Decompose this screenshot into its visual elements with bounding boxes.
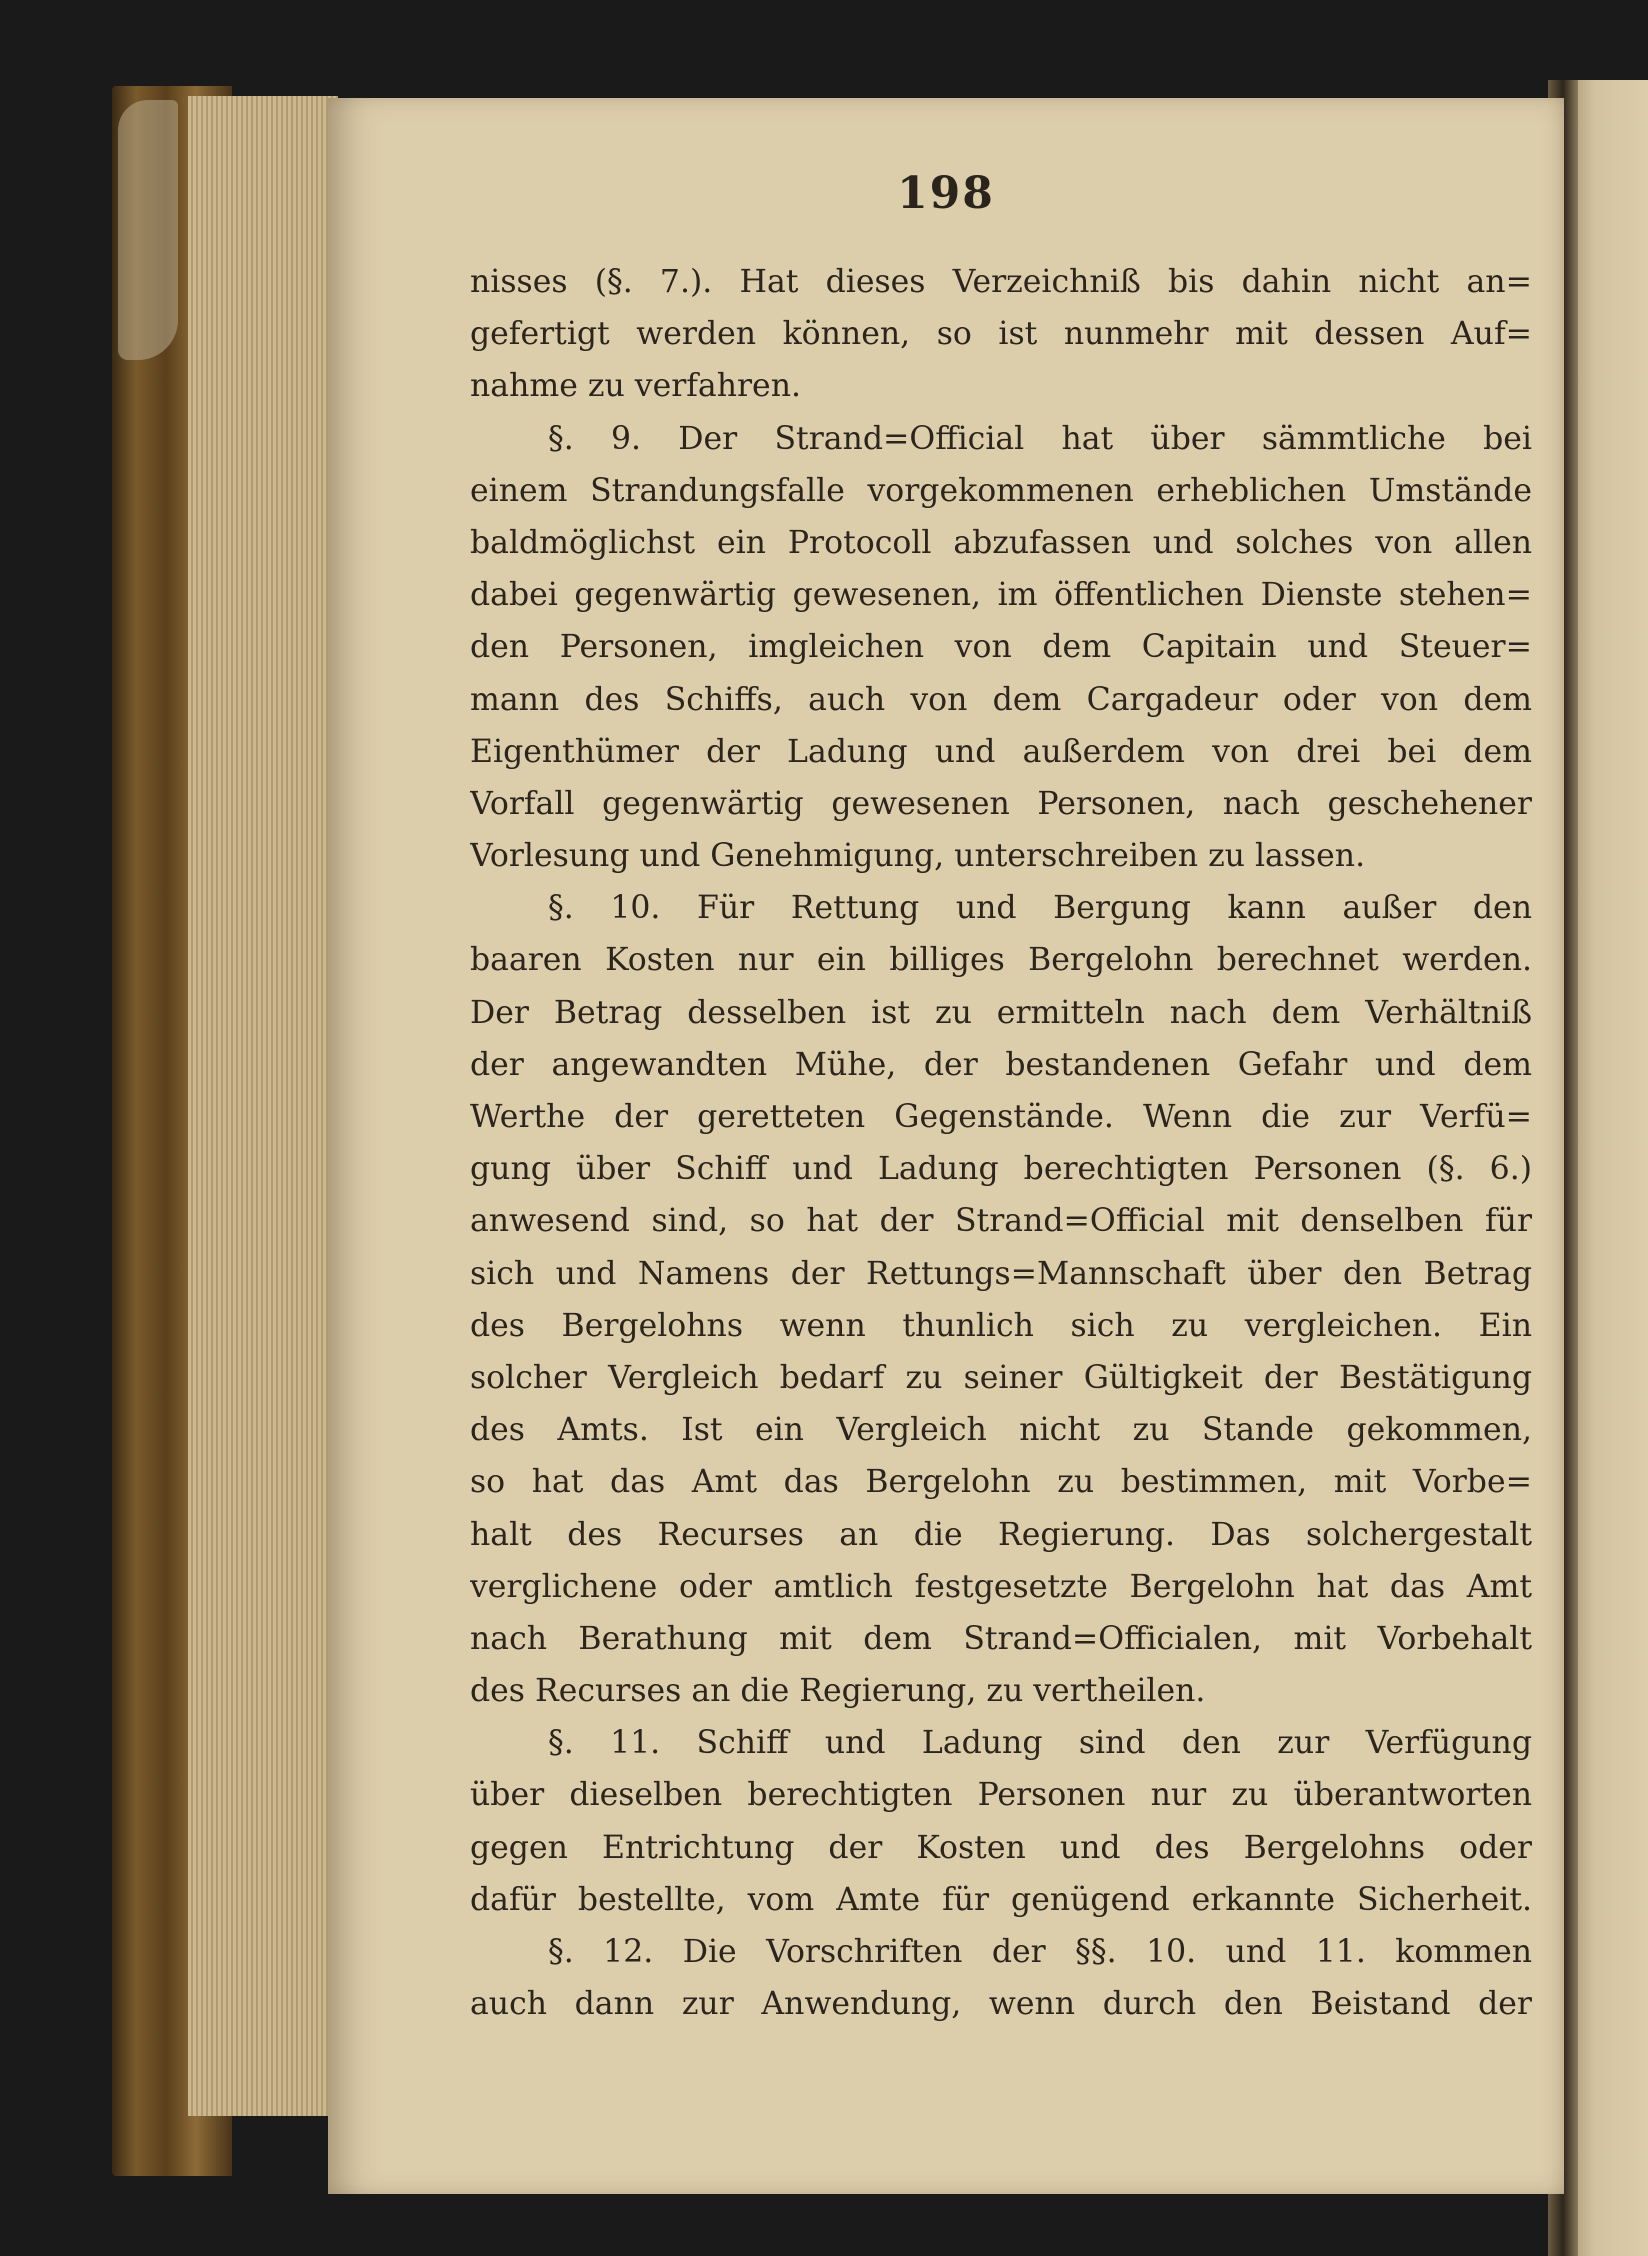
text-line: mann des Schiffs, auch von dem Cargadeur oder von dem	[470, 681, 1532, 718]
text-line: verglichene oder amtlich festgesetzte Bergelohn hat das Amt	[470, 1568, 1532, 1605]
text-line: §. 10. Für Rettung und Bergung kann außer den	[548, 890, 1532, 927]
text-line: der angewandten Mühe, der bestandenen Gefahr und dem	[470, 1046, 1532, 1083]
text-line: Der Betrag desselben ist zu ermitteln nach dem Verhältniß	[470, 994, 1532, 1031]
facing-page-edge	[1566, 80, 1648, 2256]
text-line: über dieselben berechtigten Personen nur zu überantworten	[470, 1777, 1532, 1814]
page-text	[470, 256, 1532, 2030]
book-page	[328, 98, 1564, 2194]
text-line: nach Berathung mit dem Strand=Officialen, mit Vorbehalt	[470, 1620, 1532, 1657]
text-line: des Recurses an die Regierung, zu vertheilen.	[470, 1673, 1206, 1710]
text-line: baldmöglichst ein Protocoll abzufassen und solches von allen	[470, 524, 1532, 561]
text-line: halt des Recurses an die Regierung. Das solchergestalt	[470, 1516, 1532, 1553]
text-line: den Personen, imgleichen von dem Capitain und Steuer=	[470, 629, 1532, 666]
text-line: auch dann zur Anwendung, wenn durch den Beistand der	[470, 1986, 1532, 2023]
text-line: sich und Namens der Rettungs=Mannschaft über den Betrag	[470, 1255, 1532, 1292]
text-line: nahme zu verfahren.	[470, 368, 801, 405]
text-line: anwesend sind, so hat der Strand=Official mit denselben für	[470, 1203, 1532, 1240]
text-line: gefertigt werden können, so ist nunmehr mit dessen Auf=	[470, 316, 1532, 353]
text-line: Vorfall gegenwärtig gewesenen Personen, nach geschehener	[470, 785, 1532, 822]
text-line: Eigenthümer der Ladung und außerdem von drei bei dem	[470, 733, 1532, 770]
text-line: nisses (§. 7.). Hat dieses Verzeichniß bis dahin nicht an=	[470, 264, 1532, 300]
text-line: dafür bestellte, vom Amte für genügend erkannte Sicherheit.	[470, 1881, 1532, 1918]
text-line: §. 9. Der Strand=Official hat über sämmtliche bei	[548, 420, 1532, 457]
text-line: §. 11. Schiff und Ladung sind den zur Verfügung	[548, 1725, 1532, 1762]
text-line: baaren Kosten nur ein billiges Bergelohn berechnet werden.	[470, 942, 1532, 979]
text-line: einem Strandungsfalle vorgekommenen erheblichen Umstände	[470, 472, 1532, 509]
text-line: Werthe der geretteten Gegenstände. Wenn die zur Verfü=	[470, 1099, 1532, 1135]
text-line: solcher Vergleich bedarf zu seiner Gültigkeit der Bestätigung	[470, 1359, 1532, 1396]
text-line: gung über Schiff und Ladung berechtigten Personen (§. 6.)	[470, 1151, 1532, 1188]
text-line: des Amts. Ist ein Vergleich nicht zu Stande gekommen,	[470, 1412, 1532, 1449]
text-line: gegen Entrichtung der Kosten und des Bergelohns oder	[470, 1829, 1532, 1866]
text-line: dabei gegenwärtig gewesenen, im öffentlichen Dienste stehen=	[470, 577, 1532, 614]
text-line: des Bergelohns wenn thunlich sich zu vergleichen. Ein	[470, 1307, 1532, 1344]
page-edges-stack	[188, 96, 338, 2116]
page-number: 198	[897, 168, 995, 219]
text-line: §. 12. Die Vorschriften der §§. 10. und 11. kommen	[548, 1934, 1532, 1970]
text-line: Vorlesung und Genehmigung, unterschreiben zu lassen.	[470, 838, 1366, 875]
text-line: so hat das Amt das Bergelohn zu bestimmen, mit Vorbe=	[470, 1464, 1532, 1501]
cover-wear-mark	[118, 100, 178, 360]
